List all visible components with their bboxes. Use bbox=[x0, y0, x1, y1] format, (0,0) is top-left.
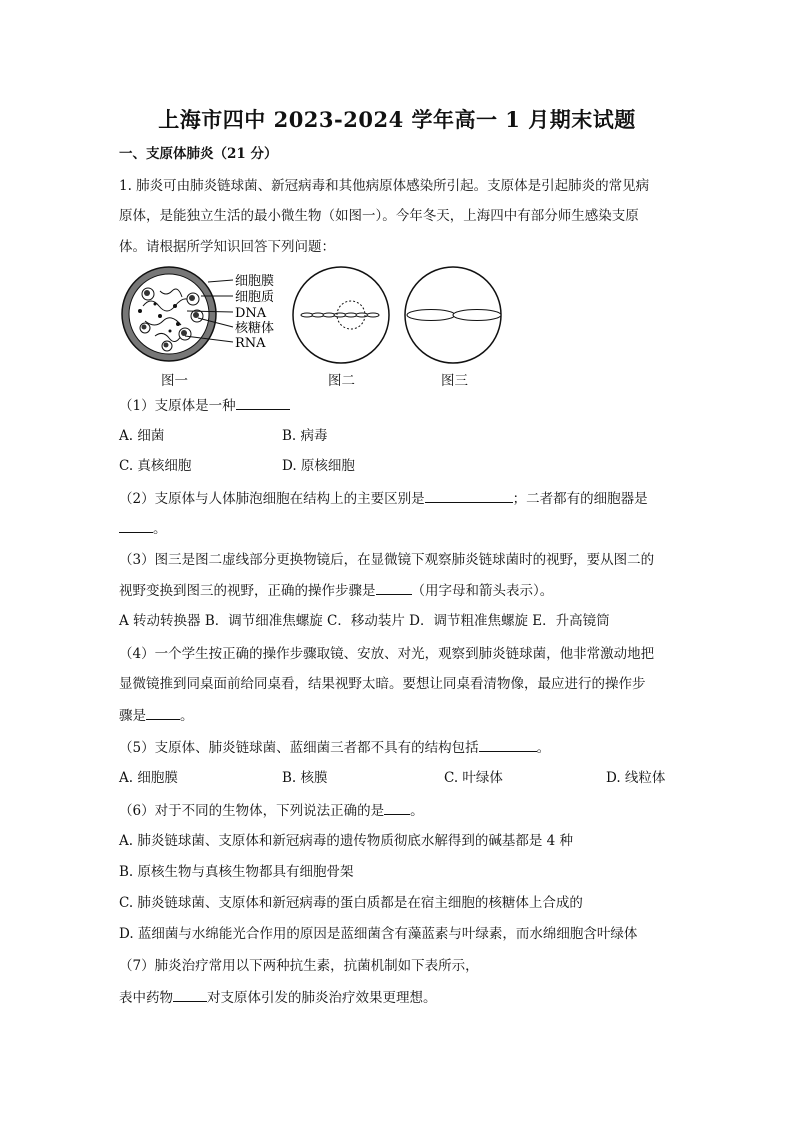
question-2-stem-b: ；二者都有的细胞器是 bbox=[512, 491, 648, 507]
question-7-line-1: （7）肺炎治疗常用以下两种抗生素，抗菌机制如下表所示， bbox=[119, 958, 479, 974]
question-7-stem-b: 对支原体引发的肺炎治疗效果更理想。 bbox=[207, 990, 437, 1006]
figure-1-mycoplasma-cell bbox=[122, 267, 274, 361]
answer-blank[interactable] bbox=[384, 800, 410, 815]
label-cell-membrane: 细胞膜 bbox=[235, 274, 275, 289]
answer-blank[interactable] bbox=[236, 395, 290, 410]
question-2 bbox=[119, 488, 648, 509]
question-2-stem-a: （2）支原体与人体肺泡细胞在结构上的主要区别是 bbox=[119, 491, 425, 507]
answer-blank[interactable] bbox=[119, 518, 153, 533]
caption-figure-2: 图二 bbox=[328, 373, 355, 389]
intro-line-1: 1. 肺炎可由肺炎链球菌、新冠病毒和其他病原体感染所引起。支原体是引起肺炎的常见病 bbox=[119, 178, 650, 194]
question-6-stem-a: （6）对于不同的生物体，下列说法正确的是 bbox=[119, 803, 385, 819]
question-2-line-2 bbox=[119, 518, 167, 539]
answer-blank[interactable] bbox=[479, 737, 537, 752]
answer-blank[interactable] bbox=[425, 488, 513, 503]
question-4-end: 。 bbox=[180, 708, 194, 724]
label-cytoplasm: 细胞质 bbox=[235, 290, 275, 305]
q6-option-b: B. 原核生物与真核生物都具有细胞骨架 bbox=[119, 864, 354, 880]
q1-option-d: D. 原核细胞 bbox=[282, 458, 355, 474]
question-6-end: 。 bbox=[410, 803, 424, 819]
figure-row bbox=[115, 266, 515, 370]
question-3-stem-a: 视野变换到图三的视野，正确的操作步骤是 bbox=[119, 583, 376, 599]
question-3-line-1: （3）图三是图二虚线部分更换物镜后，在显微镜下观察肺炎链球菌时的视野，要从图二的 bbox=[119, 552, 655, 568]
question-5-end: 。 bbox=[536, 740, 551, 756]
question-1-stem: （1）支原体是一种 bbox=[119, 398, 236, 414]
figure-2-low-power-view bbox=[293, 267, 389, 363]
q6-option-c: C. 肺炎链球菌、支原体和新冠病毒的蛋白质都是在宿主细胞的核糖体上合成的 bbox=[119, 895, 583, 911]
question-5-stem-a: （5）支原体、肺炎链球菌、蓝细菌三者都不具有的结构包括 bbox=[119, 740, 479, 756]
figure-3-high-power-view bbox=[405, 267, 501, 363]
question-3-choices: A 转动转换器 B．调节细准焦螺旋 C．移动装片 D．调节粗准焦螺旋 E．升高镜筒 bbox=[119, 613, 610, 629]
caption-figure-3: 图三 bbox=[441, 373, 468, 389]
question-3-stem-b: （用字母和箭头表示）。 bbox=[411, 583, 554, 599]
question-4-line-2: 显微镜推到同桌面前给同桌看，结果视野太暗。要想让同桌看清物像，最应进行的操作步 bbox=[119, 676, 646, 692]
answer-blank[interactable] bbox=[376, 580, 412, 595]
answer-blank[interactable] bbox=[173, 987, 207, 1002]
question-3-line-2 bbox=[119, 580, 553, 601]
section-heading: 一、支原体肺炎（21 分） bbox=[119, 146, 278, 162]
question-6 bbox=[119, 800, 424, 821]
q1-option-a: A. 细菌 bbox=[119, 428, 165, 444]
question-7-line-2 bbox=[119, 987, 437, 1008]
q6-option-a: A. 肺炎链球菌、支原体和新冠病毒的遗传物质彻底水解得到的碱基都是 4 种 bbox=[119, 833, 574, 849]
answer-blank[interactable] bbox=[146, 705, 180, 720]
q5-option-c: C. 叶绿体 bbox=[444, 770, 503, 786]
q1-option-c: C. 真核细胞 bbox=[119, 458, 192, 474]
question-5 bbox=[119, 737, 550, 758]
q1-option-b: B. 病毒 bbox=[282, 428, 328, 444]
question-1 bbox=[119, 395, 290, 416]
q5-option-b: B. 核膜 bbox=[282, 770, 328, 786]
question-4-line-3 bbox=[119, 705, 194, 726]
q5-option-a: A. 细胞膜 bbox=[119, 770, 178, 786]
question-2-end: 。 bbox=[153, 521, 167, 537]
q5-option-d: D. 线粒体 bbox=[606, 770, 666, 786]
question-4-line-1: （4）一个学生按正确的操作步骤取镜、安放、对光，观察到肺炎链球菌，他非常激动地把 bbox=[119, 646, 655, 662]
intro-line-2: 原体，是能独立生活的最小微生物（如图一）。今年冬天，上海四中有部分师生感染支原 bbox=[119, 208, 639, 224]
question-7-stem-a: 表中药物 bbox=[119, 990, 173, 1006]
question-4-stem-a: 骤是 bbox=[119, 708, 146, 724]
label-dna: DNA bbox=[235, 306, 267, 321]
caption-figure-1: 图一 bbox=[161, 373, 188, 389]
label-ribosome: 核糖体 bbox=[235, 321, 275, 336]
label-rna: RNA bbox=[235, 336, 266, 351]
intro-line-3: 体。请根据所学知识回答下列问题： bbox=[119, 239, 335, 255]
page-title: 上海市四中 2023-2024 学年高一 1 月期末试题 bbox=[158, 107, 636, 132]
q6-option-d: D. 蓝细菌与水绵能光合作用的原因是蓝细菌含有藻蓝素与叶绿素，而水绵细胞含叶绿体 bbox=[119, 926, 638, 942]
